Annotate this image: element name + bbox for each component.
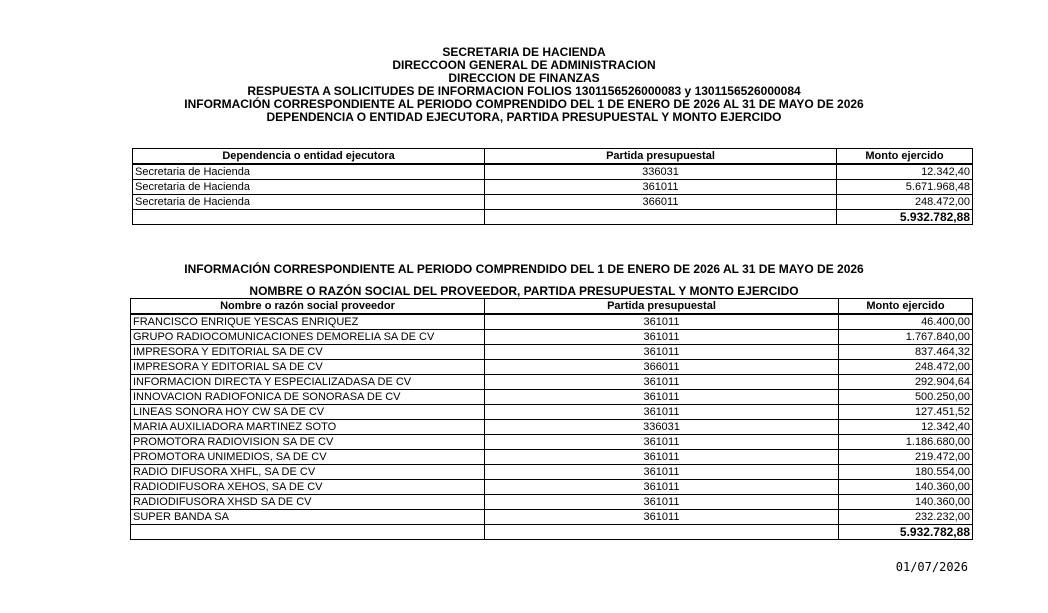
total-cell: 5.932.782,88 [837, 210, 973, 225]
provider-cell: IMPRESORA Y EDITORIAL SA DE CV [131, 360, 485, 375]
table-row [131, 420, 973, 435]
monto-cell: 127.451,52 [839, 405, 973, 420]
monto-cell: 248.472,00 [839, 360, 973, 375]
provider-cell: SUPER BANDA SA [131, 510, 485, 525]
table-row [133, 195, 973, 210]
header-line-3: DIRECCION DE FINANZAS [448, 71, 600, 85]
partida-cell: 361011 [485, 405, 839, 420]
monto-cell: 248.472,00 [837, 195, 973, 210]
provider-cell: MARIA AUXILIADORA MARTINEZ SOTO [131, 420, 485, 435]
table-row [131, 510, 973, 525]
monto-cell: 219.472,00 [839, 450, 973, 465]
table-row [131, 345, 973, 360]
provider-cell: FRANCISCO ENRIQUE YESCAS ENRIQUEZ [131, 314, 485, 330]
table-row [131, 360, 973, 375]
table-row [131, 390, 973, 405]
provider-cell: LINEAS SONORA HOY CW SA DE CV [131, 405, 485, 420]
section-title: INFORMACIÓN CORRESPONDIENTE AL PERIODO COMPRENDIDO DEL 1 DE ENERO DE 2026 AL 31 DE MAYO DE 2026 [184, 262, 864, 276]
column-header-name: Nombre o razón social proveedor [131, 299, 485, 315]
partida-cell: 366011 [485, 360, 839, 375]
table-row [131, 314, 973, 330]
partida-cell: 361011 [485, 314, 839, 330]
header-line-6: DEPENDENCIA O ENTIDAD EJECUTORA, PARTIDA PRESUPUESTAL Y MONTO EJERCIDO [266, 110, 782, 124]
partida-cell: 336031 [485, 420, 839, 435]
table-header-row [133, 149, 973, 165]
monto-cell: 500.250,00 [839, 390, 973, 405]
table-row [131, 495, 973, 510]
header-line-2: DIRECCOON GENERAL DE ADMINISTRACION [392, 58, 656, 72]
table-row [131, 450, 973, 465]
monto-cell: 12.342,40 [837, 164, 973, 180]
provider-cell: INNOVACION RADIOFONICA DE SONORASA DE CV [131, 390, 485, 405]
total-row [131, 525, 973, 540]
table-row [131, 465, 973, 480]
monto-cell: 46.400,00 [839, 314, 973, 330]
column-header-entity: Dependencia o entidad ejecutora [133, 149, 485, 165]
header-line-4: RESPUESTA A SOLICITUDES DE INFORMACION FOLIOS 1301156526000083 y 1301156526000084 [247, 84, 801, 98]
document-date: 01/07/2026 [895, 560, 968, 574]
monto-cell: 232.232,00 [839, 510, 973, 525]
column-header-partida: Partida presupuestal [485, 149, 837, 165]
partida-cell: 361011 [485, 390, 839, 405]
provider-cell: RADIO DIFUSORA XHFL, SA DE CV [131, 465, 485, 480]
total-cell: 5.932.782,88 [839, 525, 973, 540]
partida-cell: 361011 [485, 480, 839, 495]
table-row [131, 375, 973, 390]
table-row [131, 330, 973, 345]
monto-cell: 180.554,00 [839, 465, 973, 480]
document-header [0, 46, 1048, 124]
column-header-monto: Monto ejercido [837, 149, 973, 165]
partida-cell: 361011 [485, 450, 839, 465]
monto-cell: 292.904,64 [839, 375, 973, 390]
section-subtitle: NOMBRE O RAZÓN SOCIAL DEL PROVEEDOR, PARTIDA PRESUPUESTAL Y MONTO EJERCIDO [249, 284, 799, 298]
entity-cell: Secretaria de Hacienda [133, 164, 485, 180]
column-header-monto: Monto ejercido [839, 299, 973, 315]
provider-table [130, 298, 973, 540]
header-line-5: INFORMACIÓN CORRESPONDIENTE AL PERIODO COMPRENDIDO DEL 1 DE ENERO DE 2026 AL 31 DE MAYO DE 2026 [184, 97, 864, 111]
monto-cell: 5.671.968,48 [837, 180, 973, 195]
monto-cell: 1.767.840,00 [839, 330, 973, 345]
partida-cell: 361011 [485, 510, 839, 525]
partida-cell: 336031 [485, 164, 837, 180]
provider-cell: PROMOTORA UNIMEDIOS, SA DE CV [131, 450, 485, 465]
partida-cell: 361011 [485, 375, 839, 390]
column-header-partida: Partida presupuestal [485, 299, 839, 315]
provider-cell: IMPRESORA Y EDITORIAL SA DE CV [131, 345, 485, 360]
partida-cell: 361011 [485, 330, 839, 345]
provider-cell: PROMOTORA RADIOVISION SA DE CV [131, 435, 485, 450]
partida-cell: 361011 [485, 345, 839, 360]
entity-cell: Secretaria de Hacienda [133, 195, 485, 210]
monto-cell: 12.342,40 [839, 420, 973, 435]
table-row [131, 480, 973, 495]
entity-cell: Secretaria de Hacienda [133, 180, 485, 195]
total-row [133, 210, 973, 225]
provider-cell: INFORMACION DIRECTA Y ESPECIALIZADASA DE CV [131, 375, 485, 390]
partida-cell: 366011 [485, 195, 837, 210]
provider-cell: GRUPO RADIOCOMUNICACIONES DEMORELIA SA DE CV [131, 330, 485, 345]
partida-cell: 361011 [485, 180, 837, 195]
provider-cell: RADIODIFUSORA XEHOS, SA DE CV [131, 480, 485, 495]
monto-cell: 1.186.680,00 [839, 435, 973, 450]
dependency-table [132, 148, 973, 225]
monto-cell: 140.360,00 [839, 495, 973, 510]
table-row [133, 180, 973, 195]
monto-cell: 837.464,32 [839, 345, 973, 360]
table-row [131, 435, 973, 450]
partida-cell: 361011 [485, 495, 839, 510]
provider-cell: RADIODIFUSORA XHSD SA DE CV [131, 495, 485, 510]
table-row [131, 405, 973, 420]
table-row [133, 164, 973, 180]
monto-cell: 140.360,00 [839, 480, 973, 495]
partida-cell: 361011 [485, 435, 839, 450]
partida-cell: 361011 [485, 465, 839, 480]
header-line-1: SECRETARIA DE HACIENDA [442, 45, 606, 59]
table-header-row [131, 299, 973, 315]
